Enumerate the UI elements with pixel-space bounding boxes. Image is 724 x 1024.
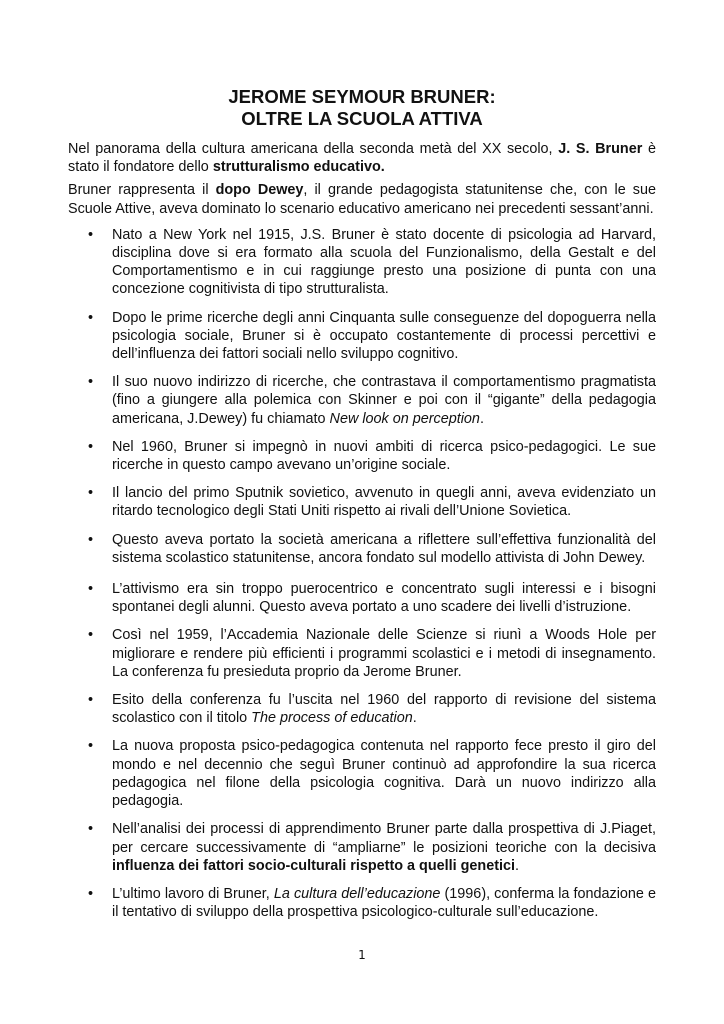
list-item xyxy=(68,484,656,520)
italic-text: New look on perception xyxy=(329,410,480,427)
list-item xyxy=(68,820,656,875)
item-text: Nel 1960, Bruner si impegnò in nuovi ambiti di ricerca psico-pedagogici. Le sue ricerche in questo campo avevano un’origine sociale. xyxy=(112,438,656,474)
italic-text: The process of education xyxy=(251,710,413,727)
page-number: 1 xyxy=(358,948,366,962)
item-text: Il suo nuovo indirizzo di ricerche, che contrastava il comportamentismo pragmatista (fino a giungere alla polemica con Skinner e poi con il “gigante” della pedagogia americana, J.Dewey) fu chiamato xyxy=(112,374,656,427)
bold-text: influenza dei fattori socio-culturali rispetto a quelli genetici xyxy=(112,857,515,874)
item-text: Così nel 1959, l’Accademia Nazionale delle Scienze si riunì a Woods Hole per migliorare e rendere più efficienti i programmi scolastici e i metodi di insegnamento. La conferenza fu presieduta proprio da Jerome Bruner. xyxy=(112,627,656,680)
bullet-icon: • xyxy=(88,438,94,455)
item-text: (1996), conferma la fondazione e il tentativo di sviluppo della prospettiva psicologico-culturale sull’educazione. xyxy=(112,885,656,921)
list-item xyxy=(68,531,656,567)
item-text: . xyxy=(479,410,484,427)
bullet-icon: • xyxy=(88,581,94,598)
bold-text: dopo Dewey xyxy=(215,182,304,199)
bullet-icon: • xyxy=(88,738,94,755)
item-text: Nato a New York nel 1915, J.S. Bruner è stato docente di psicologia ad Harvard, disciplina dove si era formato alla scuola del Funzionalismo, della Gestalt e del Comportamentismo e in cui raggiunge presto una posizione di punta con una concezione cognitivista di tipo strutturalista. xyxy=(112,226,656,298)
list-item xyxy=(68,737,656,810)
document-page xyxy=(68,86,656,931)
title-line-2: OLTRE LA SCUOLA ATTIVA xyxy=(241,108,483,129)
bullet-icon: • xyxy=(88,627,94,644)
item-text: La nuova proposta psico-pedagogica contenuta nel rapporto fece presto il giro del mondo e nel decennio che seguì Bruner continuò ad approfondire la sua ricerca pedagogica nel filone della psicologia cognitiva. Darà un nuovo indirizzo alla pedagogia. xyxy=(112,738,656,810)
title-line-1: JEROME SEYMOUR BRUNER: xyxy=(228,86,496,107)
list-item xyxy=(68,626,656,681)
list-item xyxy=(68,226,656,299)
intro-paragraph-1 xyxy=(68,140,656,176)
bullet-icon: • xyxy=(88,374,94,391)
bold-text: strutturalismo educativo. xyxy=(212,159,385,176)
bullet-icon: • xyxy=(88,485,94,502)
item-text: Nell’analisi dei processi di apprendimento Bruner parte dalla prospettiva di J.Piaget, per cercare successivamente di “ampliarne” le posizioni teoriche con la decisiva xyxy=(112,821,656,856)
italic-text: La cultura dell’educazione xyxy=(273,885,441,902)
item-text: Questo aveva portato la società americana a riflettere sull’effettiva funzionalità del sistema scolastico statunitense, ancora fondato sul modello attivista di John Dewey. xyxy=(112,531,656,566)
intro-paragraph-2 xyxy=(68,181,656,217)
text-span: Nel panorama della cultura americana della seconda metà del XX secolo, xyxy=(68,141,559,157)
bullet-icon: • xyxy=(88,531,94,548)
item-text: Il lancio del primo Sputnik sovietico, avvenuto in quegli anni, aveva evidenziato un ritardo tecnologico degli Stati Uniti rispetto ai rivali dell’Unione Sovietica. xyxy=(112,485,656,520)
list-item xyxy=(68,438,656,474)
item-text: Dopo le prime ricerche degli anni Cinquanta sulle conseguenze del dopoguerra nella psicologia sociale, Bruner si è occupato costantemente di processi percettivi e dell’influenza dei fattori sociali nello sviluppo cognitivo. xyxy=(112,309,656,363)
bullet-icon: • xyxy=(88,226,94,243)
list-item xyxy=(68,309,656,364)
item-text: L’ultimo lavoro di Bruner, xyxy=(112,885,274,902)
text-span: Bruner rappresenta il xyxy=(68,182,216,199)
bullet-icon: • xyxy=(88,692,94,709)
item-text: . xyxy=(515,857,519,874)
text-span: , il grande pedagogista statunitense che, con le sue Scuole Attive, aveva dominato lo scenario educativo americano nei precedenti sessant’anni. xyxy=(68,182,656,217)
bullet-icon: • xyxy=(88,821,94,838)
item-text: Esito della conferenza fu l’uscita nel 1960 del rapporto di revisione del sistema scolastico con il titolo xyxy=(112,692,656,727)
bullet-icon: • xyxy=(88,309,94,326)
bold-text: J. S. Bruner xyxy=(558,141,643,157)
list-item xyxy=(68,373,656,428)
text-span: è stato il fondatore dello xyxy=(68,141,656,176)
list-item xyxy=(68,691,656,727)
item-text: . xyxy=(412,710,417,727)
item-text: L’attivismo era sin troppo puerocentrico e concentrato sugli interessi e i bisogni spontanei degli alunni. Questo aveva portato a uno scadere dei livelli d’istruzione. xyxy=(112,581,656,616)
bullet-list xyxy=(68,226,656,922)
list-item xyxy=(68,580,656,616)
page-title xyxy=(68,86,656,130)
bullet-icon: • xyxy=(88,885,94,902)
list-item xyxy=(68,885,656,921)
